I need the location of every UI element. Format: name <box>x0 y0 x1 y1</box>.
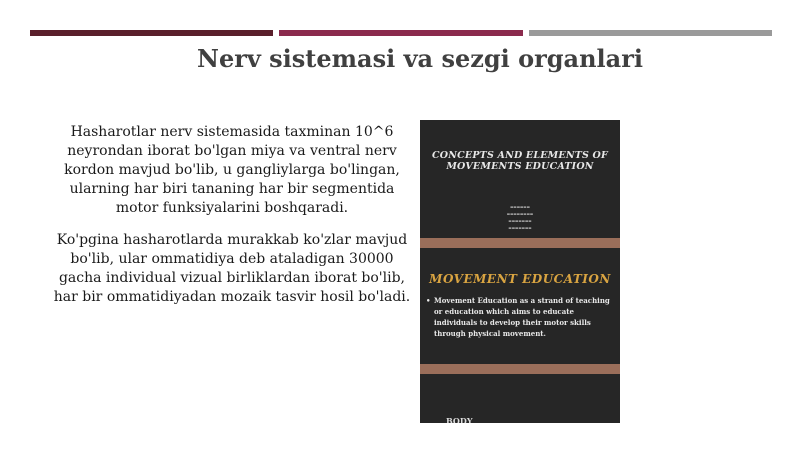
picture-bottom-text: BODY <box>446 416 473 423</box>
picture-bullet-text: Movement Education as a strand of teaching or education which aims to educate individuals to develop their motor skills through physical movement. <box>434 296 610 338</box>
slide-title: Nerv sistemasi va sezgi organlari <box>197 44 643 73</box>
accent-bar-middle <box>279 30 523 36</box>
body-paragraph-2: Ko'pgina hasharotlarda murakkab ko'zlar mavjud bo'lib, ular ommatidiya deb ataladigan 30000 gacha individual vizual birliklardan iborat bo'lib, har bir ommatidiyadan mozaik tasvir hosil bo'ladi. <box>53 232 411 305</box>
picture-stripe-bottom <box>420 364 620 374</box>
slide-picture <box>420 120 620 423</box>
bullet-marker: • <box>426 296 431 305</box>
accent-bar-right <box>529 30 772 36</box>
body-paragraph-1: Hasharotlar nerv sistemasida taxminan 10^6 neyrondan iborat bo'lgan miya va ventral nerv kordon mavjud bo'lib, u gangliylarga bo'lingan, ularning har biri tananing har bir segmentida motor funksiyalarini boshqaradi. <box>64 124 400 216</box>
picture-title: CONCEPTS AND ELEMENTS OF MOVEMENTS EDUCATION <box>432 150 608 172</box>
picture-stripe-top <box>420 238 620 248</box>
picture-presenter-lines: ▬▬▬▬▬▬ ▬▬▬▬▬▬▬▬ ▬▬▬▬▬▬▬ ▬▬▬▬▬▬▬ <box>506 205 534 230</box>
slide-body <box>52 123 412 320</box>
accent-bar-left <box>30 30 273 36</box>
picture-bullet <box>426 295 614 339</box>
picture-heading: MOVEMENT EDUCATION <box>429 272 611 286</box>
